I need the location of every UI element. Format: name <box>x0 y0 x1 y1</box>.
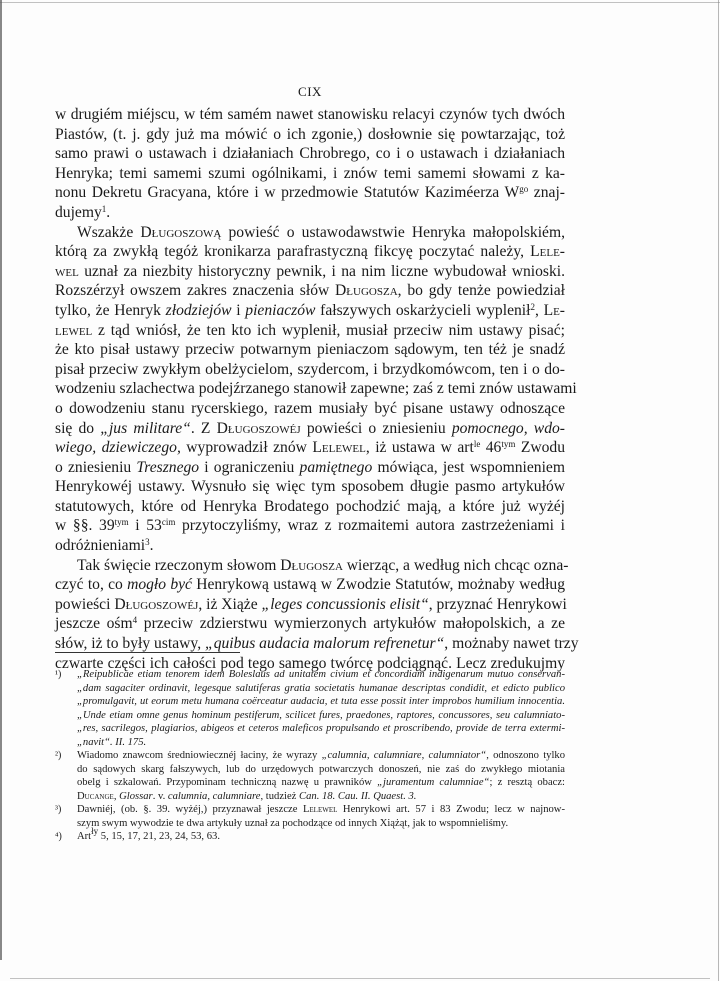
text-line: pisał przeciw zwykłym obelżycielom, szydercom, i brzydkomówcom, ten i o do- <box>55 360 565 378</box>
text-line: Henryka; temi samemi szumi ogólnikami, i znów temi samemi słowami z ka- <box>55 164 565 182</box>
footnote-1 <box>55 668 565 749</box>
footnote-divider <box>55 652 240 653</box>
footnote-mark: ¹) <box>55 669 62 680</box>
footnote-mark: ⁴) <box>55 831 62 842</box>
footnote-line: Art$^{ły}$ 5, 15, 17, 21, 23, 24, 53, 63. <box>77 826 220 842</box>
footnote-ref: 1 <box>101 203 107 214</box>
main-text <box>55 105 579 673</box>
text-line: czwarte części ich całości pod tego samego twórcę podciągnąć. Lecz zredukujmy <box>55 654 565 672</box>
footnote-ref: 2 <box>530 301 535 312</box>
text-line: tylko, że Henryk złodziejów i pieniaczów fałszywych oskarżycieli wyplenił$^2$, Le- <box>55 301 565 319</box>
footnote-line: szym swym wywodzie te dwa artykuły uznał za pochodzące od innych Xiążąt, jak to wspomnieliśmy. <box>77 817 509 829</box>
footnote-4 <box>55 826 565 844</box>
footnote-line: „res, sacrilegos, plagiarios, abigeos et ceteros maleficos propulsando et proscribendo, provide de terra extermi- <box>77 723 565 734</box>
paragraph-start: Wszakże Długoszową powieść o ustawodawstwie Henryka małopolskiém, <box>77 223 565 241</box>
footnote-line: Dawniéj, (ob. §. 39. wyżéj,) przyznawał jeszcze Lelewel Henrykowi art. 57 i 83 Zwodu; lecz w najnow- <box>77 804 565 815</box>
text-line: lewel z tąd wniósł, że ten kto ich wyplenił, musiał przeciw nim ustawy pisać; <box>55 321 565 339</box>
footnote-ref: 3 <box>145 537 150 548</box>
text-line: wiego, dziewiczego, wyprowadził znów Lelewel, iż ustawa w art$^{le}$ $46^{tym}$ Zwodu <box>55 439 565 457</box>
footnote-line: Ducange, Glossar. v. calumnia, calumniare, tudzież Can. 18. Cau. II. Quaest. 3. <box>77 790 417 802</box>
footnotes <box>55 668 565 844</box>
footnote-3 <box>55 803 565 830</box>
scan-edge-top <box>0 2 720 3</box>
text-line: powieści Długoszowéj, iż Xiąże „leges concussionis elisit“, przyznać Henrykowi <box>55 595 567 613</box>
text-line: wel uznał za niezbity historyczny pewnik, i na nim liczne wybudował wnioski. <box>55 262 565 280</box>
footnote-line: „Unde etiam omne genus hominum pestiferum, scilicet fures, praedones, raptores, concussores, seu calumniato- <box>77 709 565 721</box>
scan-edge-bottom <box>10 978 710 979</box>
footnote-mark: ²) <box>55 750 62 761</box>
text-line: o zniesieniu Tresznego i ograniczeniu pamiętnego mówiąca, jest wspomnieniem <box>55 458 565 476</box>
scan-edge-right <box>718 0 719 981</box>
text-line: w drugiém miéjscu, w tém samém nawet stanowisku relacyi czynów tych dwóch <box>55 106 565 123</box>
text-line: czyć to, co mogło być Henrykową ustawą w Zwodzie Statutów, możnaby według <box>55 576 565 594</box>
text-line: Piastów, (t. j. gdy już ma mówić o ich zgonie,) dosłownie się powtarzając, toż <box>55 125 565 143</box>
text-line: którą za zwykłą tegóż kronikarza parafrastyczną fikcyę poczytać należy, Lele- <box>55 243 565 261</box>
text-line: że kto pisał ustawy przeciw potwarnym pieniaczom sądowym, ten téż je snadź <box>55 341 565 359</box>
footnote-line: „navit“. II. 175. <box>77 736 147 748</box>
footnote-line: do sądowych skarg fałszywych, lub do urzędowych potwarczych donoszeń, nie zaś do zwykłego miotania <box>77 763 565 775</box>
scan-edge-left <box>0 0 2 960</box>
text-line: nonu Dekretu Gracyana, które i w przedmowie Statutów Kaziméerza $W^{go}$ znaj- <box>55 184 565 202</box>
footnote-line: „promulgavit, ut eorum metu humana coërceatur audacia, et tuta esse possit inter improbos humilium innocentia. <box>77 696 565 707</box>
text-line: statutowych, które od Henryka Brodatego pochodzić mają, a które już wyżéj <box>55 497 565 515</box>
footnote-mark: ³) <box>55 804 62 815</box>
text-line: odróżnieniami$^3$. <box>55 537 154 555</box>
text-line: wodzeniu szlachectwa podejźrzanego stanowił zapewne; zaś z temi znów ustawami <box>55 380 577 398</box>
text-line: słów, iż to były ustawy, „quibus audacia malorum refrenetur“, możnaby nawet trzy <box>55 635 579 653</box>
text-line: o dowodzeniu stanu rycerskiego, razem musiały być pisane ustawy odnoszące <box>55 399 565 417</box>
text-line: Rozszérzył owszem zakres znaczenia słów Długosza, bo gdy tenże powiedział <box>55 282 565 300</box>
text-line: w §§. $39^{tym}$ i $53^{cim}$ przytoczyliśmy, wraz z rozmaitemi autora zastrzeżeniami i <box>55 517 565 535</box>
paragraph-start: Tak święcie rzeczonym słowom Długosza wierząc, a według nich chcąc ozna- <box>77 556 569 574</box>
text-line: Henrykowéj ustawy. Wysnuło się więc tym sposobem długie pasmo artykułów <box>55 478 565 496</box>
footnote-line: „dam sagaciter ordinavit, legesque salutiferas gratia societatis humanae descriptas condidit, et edicto publico <box>77 682 565 694</box>
footnote-2 <box>55 749 565 803</box>
text-line: się do „jus militare“. Z Długoszowéj powieści o zniesieniu pomocnego, wdo- <box>55 419 565 437</box>
text-line: samo prawi o ustawach i działaniach Chrobrego, co i o ustawach i działaniach <box>55 145 565 163</box>
text-line: dujemy$^1$. <box>55 203 111 221</box>
footnote-ref: 4 <box>132 615 138 626</box>
footnote-line: Wiadomo znawcom średniowiecznéj łaciny, że wyrazy „calumnia, calumniare, calumniator“, odnoszono tylko <box>77 750 565 761</box>
footnote-line: „Reipublicae etiam tenorem idem Boleslaus ad unitatem civium et concordiam indigenarum mutuo conservan- <box>77 669 565 680</box>
page-number: CIX <box>298 84 322 99</box>
text-line: jeszcze ośm$^4$ przeciw zdzierstwu wymierzonych artykułów małopolskich, a ze <box>55 615 565 633</box>
footnote-line: obelg i szkalowań. Przypominam techniczną nazwę u prawników „juramentum calumniae“; z resztą obacz: <box>77 777 566 788</box>
